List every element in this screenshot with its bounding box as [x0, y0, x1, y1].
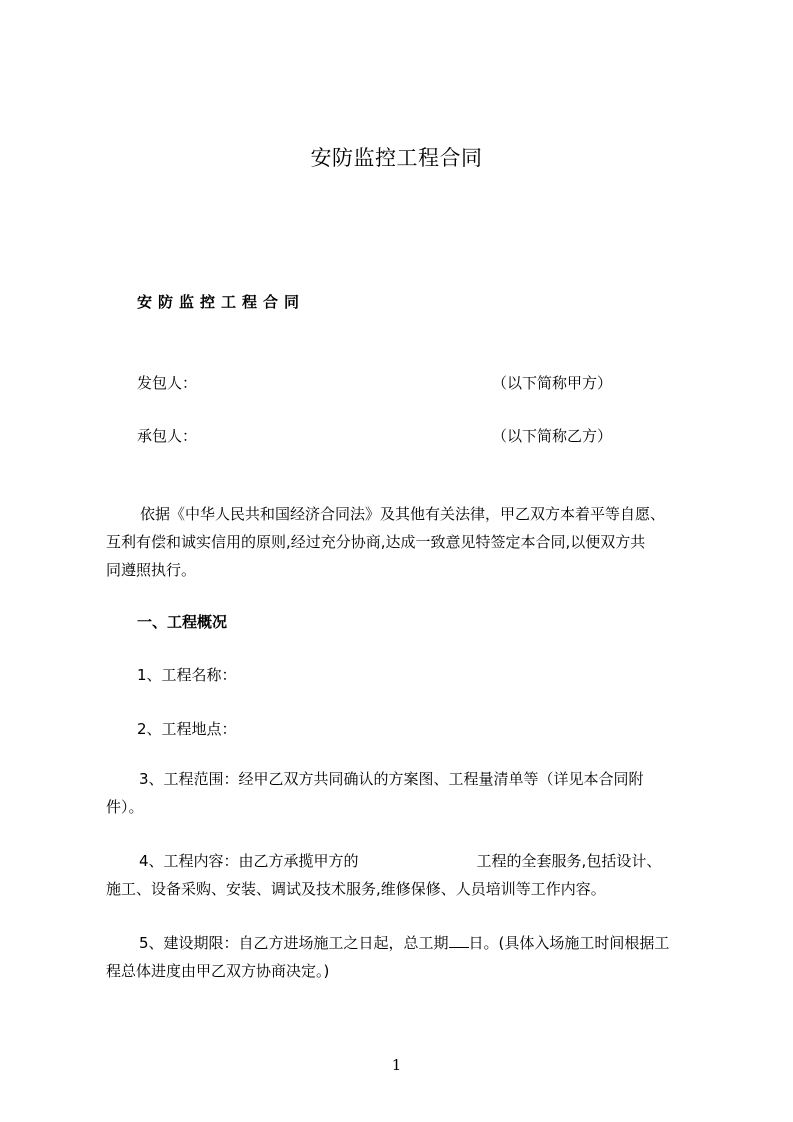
- item-project-content-part-1: 4、工程内容：由乙方承揽甲方的: [139, 852, 359, 870]
- preamble-line-1: 依据《中华人民共和国经济合同法》及其他有关法律，甲乙双方本着平等自愿、: [140, 505, 666, 523]
- item-project-scope-line-2: 件）。: [106, 798, 144, 816]
- item-project-name: 1、工程名称：: [137, 666, 237, 684]
- blank-duration-days: [449, 933, 469, 948]
- item-construction-period: [106, 929, 669, 985]
- party-employer-note: （以下简称甲方）: [492, 374, 613, 392]
- item-project-content-line-2: 施工、设备采购、安装、调试及技术服务,维修保修、人员培训等工作内容。: [106, 880, 606, 898]
- party-employer-label: 发包人：: [137, 374, 198, 392]
- document-title: 安防监控工程合同: [310, 146, 483, 170]
- preamble-paragraph: [106, 500, 665, 584]
- item-project-content: [106, 847, 661, 903]
- preamble-line-2: 互利有偿和诚实信用的原则,经过充分协商,达成一致意见特签定本合同,以便双方共: [106, 533, 646, 551]
- item-construction-period-part-1: 5、建设期限：自乙方进场施工之日起，总工期: [139, 934, 449, 952]
- item-project-scope: [106, 765, 644, 821]
- contract-subtitle: 安防监控工程合同: [137, 293, 306, 311]
- item-construction-period-line-2: 程总体进度由甲乙双方协商决定。): [106, 962, 330, 980]
- item-project-content-part-2: 工程的全套服务,包括设计、: [476, 852, 662, 870]
- item-project-scope-line-1: 3、工程范围：经甲乙双方共同确认的方案图、工程量清单等（详见本合同附: [139, 770, 644, 788]
- party-contractor-label: 承包人：: [137, 427, 198, 445]
- preamble-line-3: 同遵照执行。: [106, 561, 197, 579]
- item-project-location: 2、工程地点：: [137, 720, 237, 738]
- section-heading-overview: 一、工程概况: [137, 613, 228, 631]
- item-construction-period-part-2: 日。(具体入场施工时间根据工: [468, 934, 670, 952]
- page-number: 1: [391, 1056, 402, 1074]
- party-contractor-note: （以下简称乙方）: [492, 427, 613, 445]
